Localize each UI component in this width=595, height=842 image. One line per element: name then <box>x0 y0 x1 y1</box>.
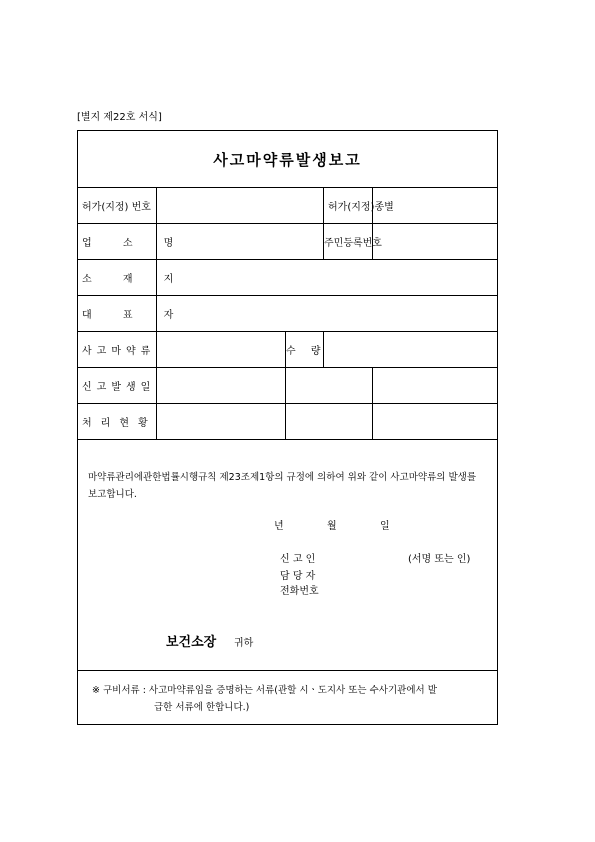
info-table <box>77 187 498 440</box>
table-row <box>78 224 498 260</box>
table-row <box>78 332 498 368</box>
status-extra-field[interactable] <box>286 404 373 440</box>
address-label: 소 재 지 <box>78 260 157 296</box>
representative-field[interactable] <box>157 296 498 332</box>
required-documents-note <box>92 682 492 716</box>
resident-no-field[interactable] <box>373 224 498 260</box>
accident-drug-field[interactable] <box>157 332 286 368</box>
date-day: 일 <box>380 521 390 532</box>
manager-label: 담 당 자 <box>280 571 316 582</box>
date-month: 월 <box>327 521 337 532</box>
accident-date-extra-field[interactable] <box>286 368 373 404</box>
report-form <box>77 130 498 725</box>
address-field[interactable] <box>157 260 498 296</box>
table-row <box>78 368 498 404</box>
table-row <box>78 188 498 224</box>
recipient: 보건소장 <box>166 635 217 650</box>
table-row <box>78 260 498 296</box>
phone-label: 전화번호 <box>280 586 319 597</box>
accident-date-label: 신고발생일 <box>78 368 157 404</box>
status-field[interactable] <box>157 404 286 440</box>
form-title: 사고마약류발생보고 <box>213 150 362 169</box>
business-name-label: 업 소 명 <box>78 224 157 260</box>
form-number: [별지 제22호 서식] <box>77 112 162 123</box>
table-row <box>78 296 498 332</box>
quantity-label: 수 량 <box>286 332 324 368</box>
license-no-label: 허가(지정) 번호 <box>78 188 157 224</box>
resident-no-label: 주민등록번호 <box>324 224 373 260</box>
section-divider <box>78 670 497 671</box>
license-type-label: 허가(지정)종별 <box>324 188 373 224</box>
sign-or-seal-hint: (서명 또는 인) <box>408 554 471 565</box>
note-line-1: ※ 구비서류 : 사고마약류임을 증명하는 서류(관할 시ㆍ도지사 또는 수사기관에서 발 <box>92 685 437 696</box>
status-extra2-field[interactable] <box>373 404 498 440</box>
accident-drug-label: 사고마약류 <box>78 332 157 368</box>
date-year: 년 <box>274 521 284 532</box>
quantity-field[interactable] <box>324 332 498 368</box>
accident-date-extra2-field[interactable] <box>373 368 498 404</box>
status-label: 처리현황 <box>78 404 157 440</box>
table-row <box>78 404 498 440</box>
representative-label: 대 표 자 <box>78 296 157 332</box>
recipient-suffix: 귀하 <box>234 638 254 649</box>
accident-date-field[interactable] <box>157 368 286 404</box>
note-line-2: 급한 서류에 한합니다.) <box>154 702 250 713</box>
reporter-label: 신 고 인 <box>280 554 316 565</box>
license-no-field[interactable] <box>157 188 324 224</box>
report-statement: 마약류관리에관한법률시행규칙 제23조제1항의 규정에 의하여 위와 같이 사고마약류의 발생를 보고합니다. <box>88 472 476 500</box>
